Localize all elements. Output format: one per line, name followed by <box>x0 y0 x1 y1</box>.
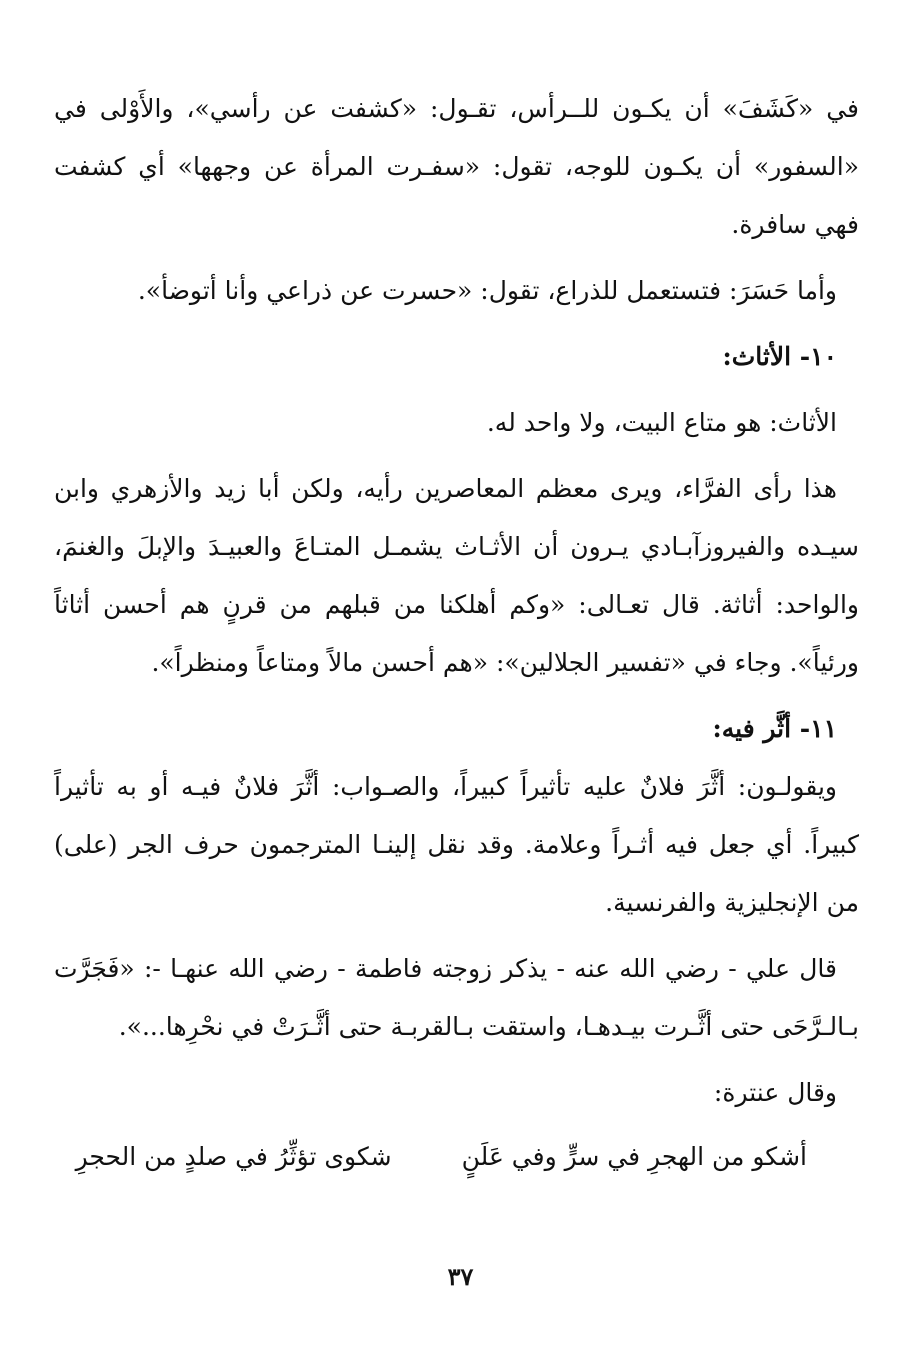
paragraph-kashafa: في «كَشَفَ» أن يكـون للــرأس، تقـول: «كشفت عن رأسي»، والأَوْلى في «السفور» أن يكـون للوجه، تقول: «سفـرت المرأة عن وجهها» أي كشفت فهي سافرة. <box>54 94 859 239</box>
page-body <box>54 80 859 1186</box>
section-heading-aththara: ١١- أثَّر فيه: <box>712 714 837 743</box>
poetry-verse <box>54 1128 859 1186</box>
paragraph-athath-discussion: هذا رأى الفرَّاء، ويرى معظم المعاصرين رأيه، ولكن أبا زيد والأزهري وابن سيـده والفيروزآبـادي يـرون أن الأثـاث يشمـل المتـاعَ والعبيـدَ والإبلَ والغنمَ، والواحد: أثاثة. قال تعـالى: «وكم أهلكنا من قبلهم من قرنٍ هم أحسن أثاثاً ورئياً». وجاء في «تفسير الجلالين»: «هم أحسن مالاً ومتاعاً ومنظراً». <box>54 474 859 677</box>
paragraph-antara-intro: وقال عنترة: <box>713 1078 837 1107</box>
paragraph-hasara: وأما حَسَرَ: فتستعمل للذراع، تقول: «حسرت عن ذراعي وأنا أتوضأ». <box>137 276 837 305</box>
section-heading-athath: ١٠- الأثاث: <box>722 342 837 371</box>
page-number: ٣٧ <box>447 1262 474 1291</box>
paragraph-aththara-usage: ويقولـون: أثَّرَ فلانٌ عليه تأثيراً كبيراً، والصـواب: أثَّرَ فلانٌ فيـه أو به تأثيراً كبيراً. أي جعل فيه أثـراً وعلامة. وقد نقل إلينـا المترجمون حرف الجر (على) من الإنجليزية والفرنسية. <box>54 772 859 917</box>
paragraph-ali-quote: قال علي - رضي الله عنه - يذكر زوجته فاطمة - رضي الله عنهـا -: «فَجَرَّت بـالـرَّحَى حتى أثَّـرت بيـدهـا، واستقت بـالقربـة حتى أثَّـرَتْ في نحْرِها...». <box>54 954 859 1041</box>
verse-second-hemistich: شكوى تؤثِّرُ في صلدٍ من الحجرِ <box>75 1142 392 1171</box>
paragraph-athath-definition: الأثاث: هو متاع البيت، ولا واحد له. <box>486 408 837 437</box>
verse-first-hemistich: أشكو من الهجرِ في سرٍّ وفي عَلَنٍ <box>461 1142 807 1171</box>
